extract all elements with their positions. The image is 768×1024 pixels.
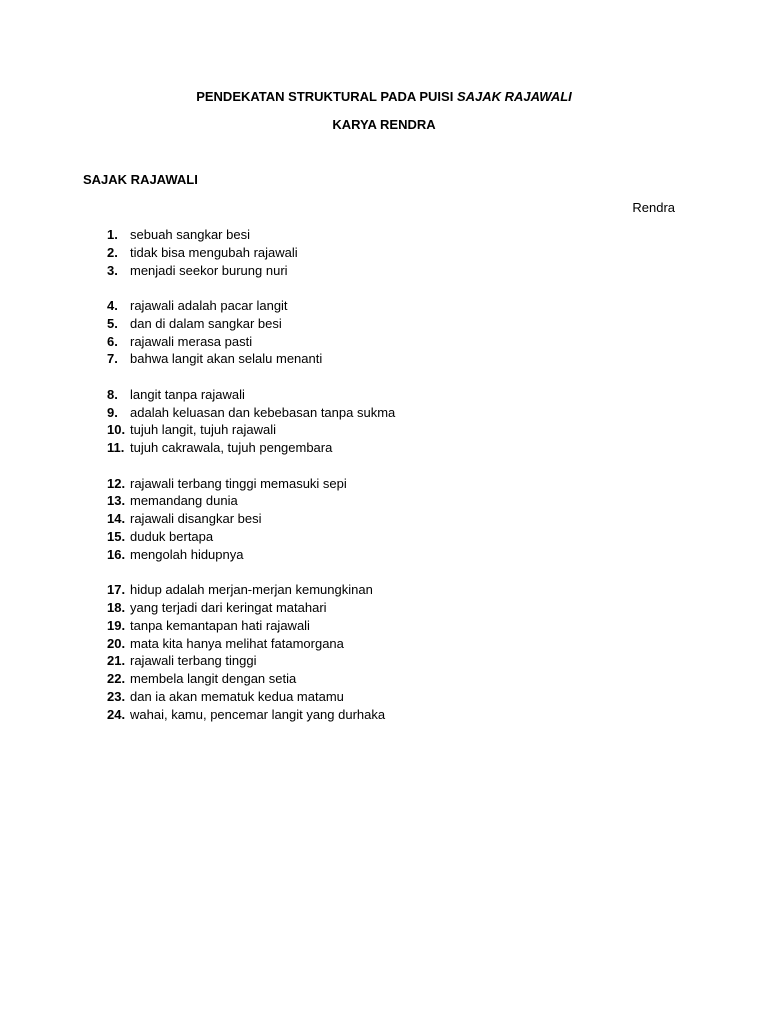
line-number: 16. — [107, 546, 126, 562]
line-text: yang terjadi dari keringat matahari — [130, 599, 327, 615]
poem-body — [107, 226, 667, 741]
document-title — [0, 89, 768, 104]
line-text: rajawali adalah pacar langit — [130, 297, 288, 313]
line-number: 22. — [107, 671, 126, 687]
line-text: duduk bertapa — [130, 528, 214, 544]
line-number: 13. — [107, 493, 126, 509]
line-text: tujuh langit, tujuh rajawali — [130, 422, 276, 438]
line-text: wahai, kamu, pencemar langit yang durhaka — [130, 706, 386, 722]
poem-line — [107, 652, 667, 670]
poem-line — [107, 439, 667, 457]
poem-line — [107, 244, 667, 262]
poem-line — [107, 510, 667, 528]
poem-line — [107, 492, 667, 510]
poem-line — [107, 350, 667, 368]
document-subtitle: KARYA RENDRA — [332, 117, 436, 132]
poem-stanza — [107, 581, 667, 723]
poem-author: Rendra — [632, 200, 675, 215]
line-text: bahwa langit akan selalu menanti — [130, 351, 323, 367]
poem-line — [107, 226, 667, 244]
line-number: 6. — [107, 333, 118, 349]
poem-line — [107, 546, 667, 564]
line-text: mengolah hidupnya — [130, 546, 244, 562]
line-text: langit tanpa rajawali — [130, 386, 245, 402]
line-text: adalah keluasan dan kebebasan tanpa sukma — [130, 404, 396, 420]
poem-line — [107, 528, 667, 546]
poem-line — [107, 635, 667, 653]
line-text: rajawali merasa pasti — [130, 333, 253, 349]
poem-line — [107, 333, 667, 351]
line-number: 17. — [107, 582, 126, 598]
poem-line — [107, 262, 667, 280]
poem-line — [107, 670, 667, 688]
poem-stanza — [107, 475, 667, 564]
line-number: 5. — [107, 315, 118, 331]
line-number: 19. — [107, 617, 126, 633]
poem-line — [107, 297, 667, 315]
line-number: 18. — [107, 599, 126, 615]
line-number: 3. — [107, 262, 118, 278]
poem-line — [107, 421, 667, 439]
line-text: rajawali disangkar besi — [130, 511, 262, 527]
line-text: mata kita hanya melihat fatamorgana — [130, 635, 344, 651]
line-text: tidak bisa mengubah rajawali — [130, 244, 298, 260]
line-text: sebuah sangkar besi — [130, 227, 250, 242]
line-text: rajawali terbang tinggi — [130, 653, 257, 669]
poem-line — [107, 581, 667, 599]
line-number: 1. — [107, 227, 118, 242]
line-number: 11. — [107, 440, 125, 456]
line-number: 21. — [107, 653, 126, 669]
poem-stanza — [107, 386, 667, 457]
poem-stanza — [107, 226, 667, 279]
document-title-italic: SAJAK RAJAWALI — [456, 89, 572, 104]
line-number: 10. — [107, 422, 126, 438]
poem-line — [107, 404, 667, 422]
line-number: 15. — [107, 528, 126, 544]
poem-line — [107, 386, 667, 404]
line-number: 14. — [107, 511, 126, 527]
poem-line — [107, 315, 667, 333]
line-text: rajawali terbang tinggi memasuki sepi — [130, 475, 347, 491]
line-text: membela langit dengan setia — [130, 671, 297, 687]
line-number: 7. — [107, 351, 118, 367]
poem-line — [107, 688, 667, 706]
line-number: 9. — [107, 404, 118, 420]
line-text: memandang dunia — [130, 493, 238, 509]
line-number: 24. — [107, 706, 126, 722]
poem-line — [107, 599, 667, 617]
document-title-main: PENDEKATAN STRUKTURAL PADA PUISI — [196, 89, 457, 104]
line-text: dan di dalam sangkar besi — [130, 315, 282, 331]
line-number: 20. — [107, 635, 126, 651]
poem-stanza — [107, 297, 667, 368]
line-text: dan ia akan mematuk kedua matamu — [130, 688, 344, 704]
line-text: tanpa kemantapan hati rajawali — [130, 617, 310, 633]
line-text: hidup adalah merjan-merjan kemungkinan — [130, 582, 373, 598]
poem-line — [107, 617, 667, 635]
line-text: menjadi seekor burung nuri — [130, 262, 288, 278]
line-number: 12. — [107, 475, 126, 491]
poem-title: SAJAK RAJAWALI — [83, 172, 198, 187]
line-number: 23. — [107, 688, 126, 704]
line-number: 8. — [107, 386, 118, 402]
line-text: tujuh cakrawala, tujuh pengembara — [130, 440, 333, 456]
poem-line — [107, 706, 667, 724]
line-number: 4. — [107, 297, 118, 313]
poem-line — [107, 475, 667, 493]
line-number: 2. — [107, 244, 118, 260]
